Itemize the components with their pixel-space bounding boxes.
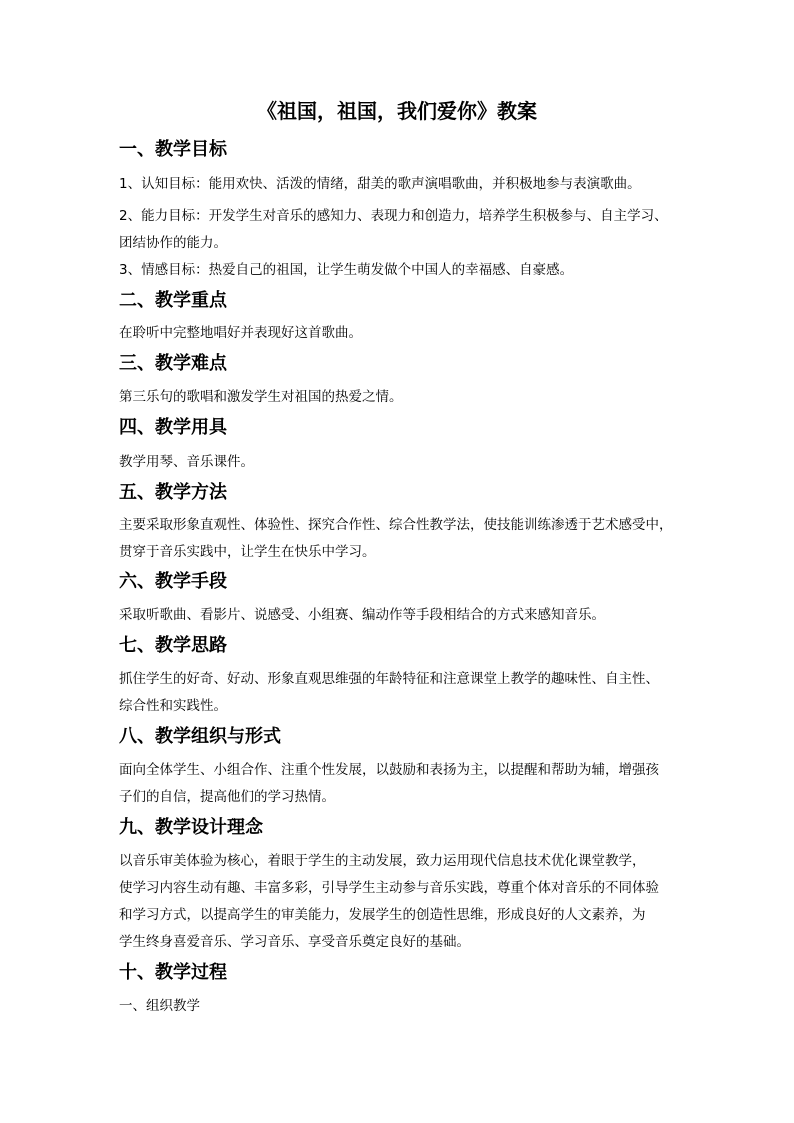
- objective-ability-line1: 2、能力目标：开发学生对音乐的感知力、表现力和创造力，培养学生积极参与、自主学习、: [119, 208, 668, 224]
- design-concept-line3: 和学习方式，以提高学生的审美能力，发展学生的创造性思维，形成良好的人文素养，为: [119, 907, 646, 923]
- process-step-organize: 一、组织教学: [119, 998, 200, 1014]
- document-title: 《祖国，祖国，我们爱你》教案: [257, 99, 537, 123]
- objective-ability-line2: 团结协作的能力。: [119, 235, 227, 251]
- difficulties-text: 第三乐句的歌唱和激发学生对祖国的热爱之情。: [119, 389, 403, 405]
- section-heading-organization: 八、教学组织与形式: [119, 726, 281, 747]
- design-concept-line2: 使学习内容生动有趣、丰富多彩，引导学生主动参与音乐实践，尊重个体对音乐的不同体验: [119, 880, 659, 896]
- section-heading-methods: 五、教学方法: [119, 482, 227, 503]
- section-heading-design-concept: 九、教学设计理念: [119, 817, 263, 838]
- approach-line2: 综合性和实践性。: [119, 698, 227, 714]
- section-heading-approach: 七、教学思路: [119, 635, 227, 656]
- key-points-text: 在聆听中完整地唱好并表现好这首歌曲。: [119, 325, 362, 341]
- objective-emotion: 3、情感目标：热爱自己的祖国，让学生萌发做个中国人的幸福感、自豪感。: [119, 262, 574, 278]
- section-heading-objectives: 一、教学目标: [119, 139, 227, 160]
- section-heading-key-points: 二、教学重点: [119, 290, 227, 311]
- section-heading-tools: 四、教学用具: [119, 417, 227, 438]
- design-concept-line1: 以音乐审美体验为核心，着眼于学生的主动发展，致力运用现代信息技术优化课堂教学，: [119, 853, 646, 869]
- section-heading-means: 六、教学手段: [119, 571, 227, 592]
- organization-line1: 面向全体学生、小组合作、注重个性发展，以鼓励和表扬为主，以提醒和帮助为辅，增强孩: [119, 762, 659, 778]
- design-concept-line4: 学生终身喜爱音乐、学习音乐、享受音乐奠定良好的基础。: [119, 934, 470, 950]
- objective-cognitive: 1、认知目标：能用欢快、活泼的情绪，甜美的歌声演唱歌曲，并积极地参与表演歌曲。: [119, 176, 641, 192]
- section-heading-process: 十、教学过程: [119, 962, 227, 983]
- organization-line2: 子们的自信，提高他们的学习热情。: [119, 789, 335, 805]
- methods-line1: 主要采取形象直观性、体验性、探究合作性、综合性教学法，使技能训练渗透于艺术感受中，: [119, 517, 673, 533]
- section-heading-difficulties: 三、教学难点: [119, 353, 227, 374]
- methods-line2: 贯穿于音乐实践中，让学生在快乐中学习。: [119, 544, 376, 560]
- approach-line1: 抓住学生的好奇、好动、形象直观思维强的年龄特征和注意课堂上教学的趣味性、自主性、: [119, 671, 659, 687]
- tools-text: 教学用琴、音乐课件。: [119, 454, 254, 470]
- means-text: 采取听歌曲、看影片、说感受、小组赛、编动作等手段相结合的方式来感知音乐。: [119, 607, 605, 623]
